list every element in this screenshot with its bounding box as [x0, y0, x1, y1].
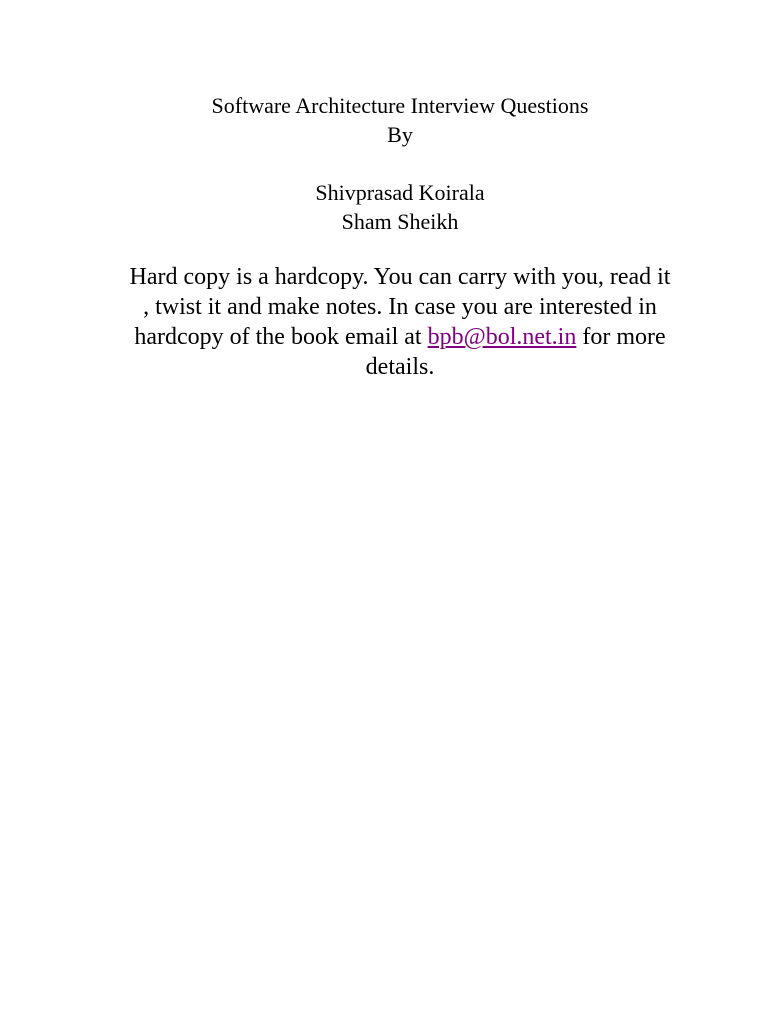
hardcopy-paragraph-wrapper: [110, 262, 690, 382]
hardcopy-paragraph: [110, 262, 690, 382]
paragraph-line: Hard copy is a hardcopy. You can carry with you, read it: [129, 264, 671, 290]
paragraph-line: details.: [365, 354, 435, 380]
spacer: [0, 149, 768, 178]
email-link[interactable]: bpb@bol.net.in: [427, 324, 577, 350]
author-name: Shivprasad Koirala: [315, 180, 485, 205]
document-title: Software Architecture Interview Questions: [211, 93, 589, 118]
by-label: By: [387, 122, 413, 147]
paragraph-text: for more: [576, 324, 666, 350]
paragraph-line: [110, 322, 690, 352]
paragraph-text: hardcopy of the book email at: [134, 324, 428, 350]
title-block: [0, 91, 768, 236]
paragraph-line: , twist it and make notes. In case you are interested in: [143, 294, 657, 320]
author-name: Sham Sheikh: [341, 209, 459, 234]
